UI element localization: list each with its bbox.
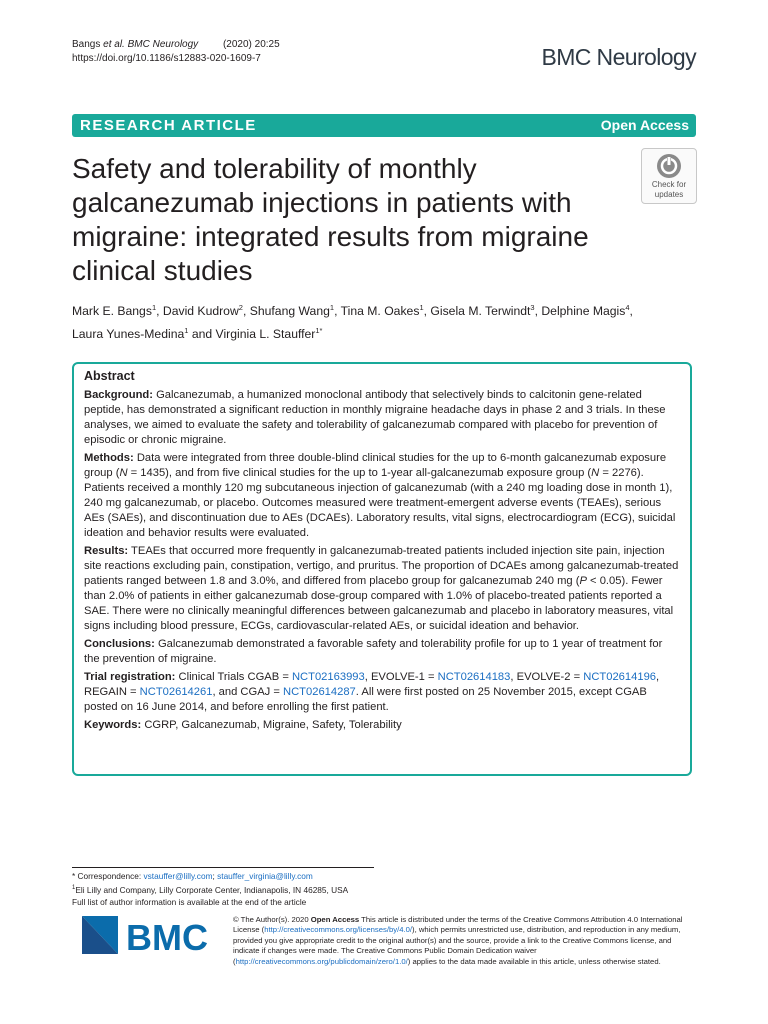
author-name: Delphine Magis xyxy=(541,304,626,319)
author-affiliation: 1 xyxy=(151,303,157,312)
citation-block xyxy=(72,38,280,66)
citation-year: (2020) 20:25 xyxy=(222,39,280,50)
check-for-updates-button[interactable] xyxy=(641,148,697,204)
author-affiliation: 3 xyxy=(530,303,535,312)
license-link-cc-zero[interactable]: http://creativecommons.org/publicdomain/zero/1.0/ xyxy=(235,956,408,966)
trial-link-cgaj[interactable]: NCT02614287 xyxy=(283,686,356,698)
trial-link-evolve2[interactable]: NCT02614196 xyxy=(583,671,657,683)
affiliation-mark: 1 xyxy=(72,885,76,891)
keywords-label: Keywords: xyxy=(84,719,142,731)
trial-text: Clinical Trials CGAB = xyxy=(178,671,292,683)
author-affiliation: 2 xyxy=(238,303,243,312)
results-text: < 0.05). Fewer than 2.0% of patients in either galcanezumab dose-group compared with 1.0% of placebo-treated patients reported a SAE. There were no clinically meaningful differences between galcanezumab and placebo in laboratory measures, vital signs including blood pressure, ECGs, cardiovascular-related AEs, or suicidal ideation and behavior. xyxy=(84,575,674,632)
check-for-updates-line1: Check for xyxy=(651,180,687,189)
methods-text: Data were integrated from three double-blind clinical studies for the up to 6-month galcanezumab exposure group ( xyxy=(84,452,667,479)
methods-text: = 2276). Patients received a monthly 120 mg subcutaneous injection of galcanezumab (with a 240 mg loading dose in month 1), 240 mg galcanezumab, or placebo. Outcomes measured were treatment-emergent adverse events (TEAEs), serious AEs (SAEs), and discontinuation due to AEs (DCAEs). Laboratory results, vital signs, electrocardiogram (ECG), suicidal ideation and behavior results were evaluated. xyxy=(84,467,676,539)
correspondence-label: * Correspondence: xyxy=(72,871,144,881)
author-name: Gisela M. Terwindt xyxy=(430,304,531,319)
article-type-banner xyxy=(72,114,696,137)
doi-link[interactable]: https://doi.org/10.1186/s12883-020-1609-7 xyxy=(72,53,261,64)
trial-text: , EVOLVE-1 = xyxy=(364,671,438,683)
methods-n-symbol: N xyxy=(591,467,600,479)
affiliation-text: Eli Lilly and Company, Lilly Corporate Center, Indianapolis, IN 46285, USA xyxy=(75,884,349,895)
conclusions-label: Conclusions: xyxy=(84,638,155,650)
abstract-conclusions xyxy=(84,637,680,667)
correspondence-line xyxy=(72,870,432,882)
trial-link-cgab[interactable]: NCT02163993 xyxy=(291,671,365,683)
license-open-access: Open Access xyxy=(310,915,360,924)
affiliation-line xyxy=(72,882,432,896)
abstract-background xyxy=(84,388,680,448)
author-name: Mark E. Bangs xyxy=(72,304,152,319)
author-name: Virginia L. Stauffer xyxy=(215,327,316,342)
abstract-keywords xyxy=(84,718,680,733)
full-list-note: Full list of author information is available at the end of the article xyxy=(72,896,307,907)
footnote-divider xyxy=(72,867,374,868)
author-affiliation: 1 xyxy=(419,303,424,312)
citation-journal: et al. BMC Neurology xyxy=(103,39,199,50)
license-body: ), which permits unrestricted use, distribution, and reproduction in any medium, provided you give appropriate credit to the original author(s) and the source, provide a link to the Creative Commons license, and indicate if changes were made. The Creative Commons Public Domain Dedication waiver ( xyxy=(233,925,681,966)
abstract-methods xyxy=(84,451,680,541)
author-name: David Kudrow xyxy=(162,304,239,319)
license-body: This article is distributed under the terms of the Creative Commons Attribution 4.0 International License ( xyxy=(233,915,683,935)
email-separator: ; xyxy=(212,871,218,881)
license-text xyxy=(233,915,693,967)
check-for-updates-line2: updates xyxy=(654,190,684,199)
results-text: TEAEs that occurred more frequently in galcanezumab-treated patients included injection site pain, injection site reactions excluding pain, constipation, vertigo, and pruritus. The proportion of DCAEs among galcanezumab-treated patients ranged between 1.8 and 3.0%, and differed from placebo group for galcanezumab 240 mg ( xyxy=(84,545,679,587)
results-p-symbol: P xyxy=(579,575,587,587)
trial-text: , and CGAJ = xyxy=(212,686,284,698)
license-link-cc-by[interactable]: http://creativecommons.org/licenses/by/4.0/ xyxy=(264,925,413,935)
abstract-box xyxy=(72,362,692,776)
correspondence-email-1[interactable]: vstauffer@lilly.com xyxy=(143,871,213,881)
keywords-text: CGRP, Galcanezumab, Migraine, Safety, Tolerability xyxy=(144,719,402,731)
trial-text: . All were first posted on 25 November 2015, except CGAB posted on 16 June 2014, and before enrolling the first patient. xyxy=(84,686,647,713)
article-type-label: RESEARCH ARTICLE xyxy=(80,117,257,134)
correspondence-email-2[interactable]: stauffer_virginia@lilly.com xyxy=(217,871,313,881)
abstract-trial-registration xyxy=(84,670,680,715)
trial-link-regain[interactable]: NCT02614261 xyxy=(139,686,213,698)
methods-text: = 1435), and from five clinical studies for the up to 1-year all-galcanezumab exposure group ( xyxy=(127,467,592,479)
author-list: Mark E. Bangs$^1$, David Kudrow$^2$, Shufang Wang$^1$, Tina M. Oakes$^1$, Gisela M. Terwindt$^3$, Delphine Magis$^4$, Laura Yunes-Medina$^1$ and Virginia L. Stauffer$^{1*}$ xyxy=(72,303,633,342)
results-label: Results: xyxy=(84,545,129,557)
author-name: Tina M. Oakes xyxy=(340,304,420,319)
check-for-updates-icon xyxy=(656,153,682,179)
author-affiliation: 4 xyxy=(625,303,630,312)
background-text: Galcanezumab, a humanized monoclonal antibody that selectively binds to calcitonin gene-related peptide, has demonstrated a significant reduction in monthly migraine headache days in phase 2 and 3 trials. In these analyses, we aimed to evaluate the safety and tolerability of galcanezumab compared with placebo for prevention of episodic or chronic migraine. xyxy=(84,389,666,446)
open-access-label: Open Access xyxy=(600,117,689,133)
trial-text: , EVOLVE-2 = xyxy=(510,671,584,683)
footnotes xyxy=(72,870,432,908)
abstract-heading: Abstract xyxy=(84,369,135,383)
author-name: Shufang Wang xyxy=(249,304,330,319)
citation-authors: Bangs xyxy=(72,39,101,50)
author-affiliation: 1* xyxy=(315,326,323,336)
journal-name: BMC Neurology xyxy=(541,44,696,70)
trial-label: Trial registration: xyxy=(84,671,176,683)
methods-label: Methods: xyxy=(84,452,134,464)
bmc-logo-text: BMC xyxy=(126,917,208,956)
license-copyright: © The Author(s). 2020 xyxy=(233,915,311,924)
methods-n-symbol: N xyxy=(119,467,128,479)
trial-link-evolve1[interactable]: NCT02614183 xyxy=(437,671,511,683)
citation-line xyxy=(72,38,280,52)
license-body: ) applies to the data made available in this article, unless otherwise stated. xyxy=(407,956,661,966)
background-label: Background: xyxy=(84,389,153,401)
conclusions-text: Galcanezumab demonstrated a favorable safety and tolerability profile for up to 1 year of treatment for the prevention of migraine. xyxy=(84,638,663,665)
article-title: Safety and tolerability of monthly galcanezumab injections in patients with migraine: integrated results from migraine clinical studies xyxy=(72,153,589,286)
author-affiliation: 1 xyxy=(184,326,189,336)
abstract-results xyxy=(84,544,680,634)
bmc-logo xyxy=(80,914,220,956)
trial-text: , REGAIN = xyxy=(84,671,660,698)
author-affiliation: 1 xyxy=(329,303,335,312)
author-name: Laura Yunes-Medina xyxy=(72,327,185,342)
